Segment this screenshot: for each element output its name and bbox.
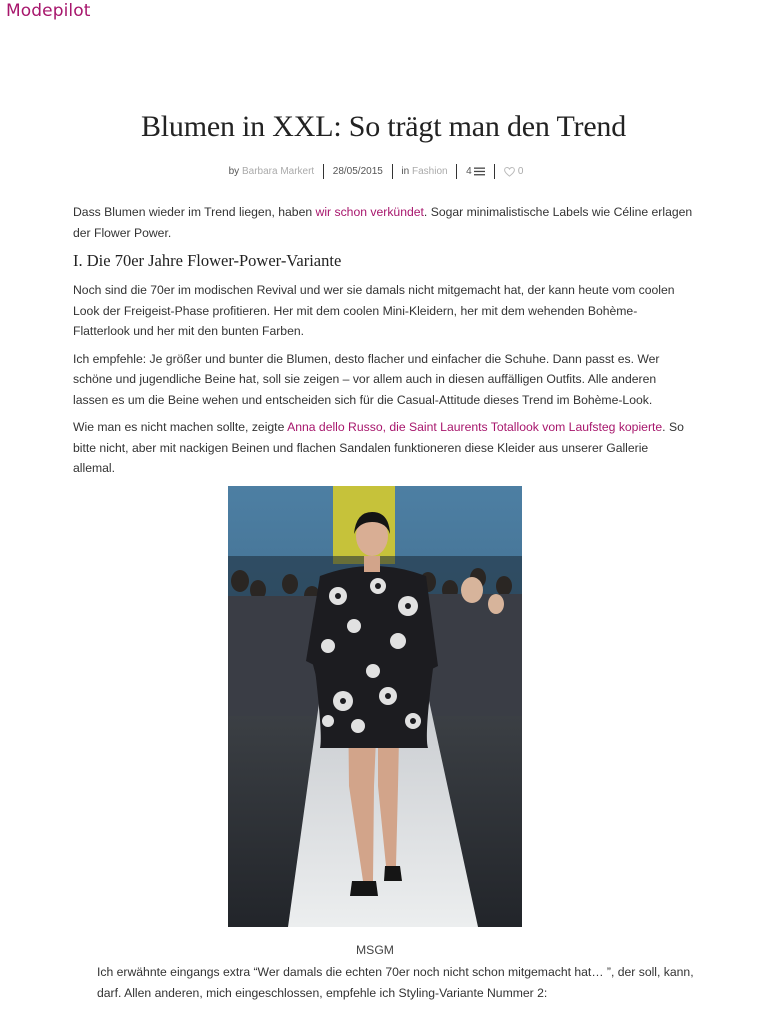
paragraph [73, 417, 693, 479]
intro-text: Dass Blumen wieder im Trend liegen, haben [73, 205, 316, 219]
post-date: 28/05/2015 [332, 166, 383, 178]
meta-divider [456, 164, 457, 179]
in-label: in [401, 166, 410, 178]
article-meta [0, 164, 752, 179]
anna-dello-russo-link[interactable]: Anna dello Russo, die Saint Laurents Totallook vom Laufsteg kopierte [287, 420, 663, 434]
meta-divider [494, 164, 495, 179]
by-label: by [228, 166, 240, 178]
likes-count: 0 [517, 166, 524, 178]
comments-icon [474, 167, 485, 176]
runway-photo[interactable] [228, 486, 522, 927]
like-button[interactable] [504, 166, 523, 177]
author-link[interactable]: Barbara Markert [241, 166, 315, 178]
paragraph-text: Wie man es nicht machen sollte, zeigte [73, 420, 288, 434]
paragraph: Ich empfehle: Je größer und bunter die Blumen, desto flacher und einfacher die Schuhe. Dann passt es. Wer schöne und jugendliche Beine hat, soll sie zeigen – vor allem auch in diesen auffälligen Outfits. Alle anderen lassen es um die Beine wehen und entscheiden sich für die Casual-Attitude dieses Trend im Bohème-Look. [73, 351, 660, 407]
category-link[interactable]: Fashion [411, 166, 448, 178]
site-logo[interactable]: Modepilot [6, 1, 91, 21]
meta-divider [392, 164, 393, 179]
heart-icon [504, 167, 515, 177]
paragraph: Noch sind die 70er im modischen Revival und wer sie damals nicht mitgemacht hat, der kann heute vom coolen Look der Freigeist-Phase profitieren. Her mit dem coolen Mini-Kleidern, her mit dem wehenden Bohème-Flatterlook und her mit den bunten Farben. [73, 283, 675, 338]
paragraph-text-end: . So bitte nicht, aber mit nackigen Beinen und flachen Sandalen funktioneren diese Kleider aus unserer Gallerie allemal. [73, 420, 684, 475]
image-caption: MSGM [356, 943, 394, 957]
after-image-paragraph: Ich erwähnte eingangs extra “Wer damals die echten 70er noch nicht schon mitgemacht hat… ”, der soll, kann, darf. Allen anderen, mich eingeschlossen, empfehle ich Styling-Variante Nummer 2: [97, 965, 694, 1000]
intro-paragraph [73, 202, 693, 243]
article-body [73, 202, 693, 486]
intro-link[interactable]: wir schon verkündet [315, 205, 424, 219]
article-title: Blumen in XXL: So trägt man den Trend [140, 110, 627, 143]
intro-text-end: . Sogar minimalistische Labels wie Céline erlagen der Flower Power. [73, 205, 693, 240]
comments-count: 4 [466, 166, 472, 178]
section-heading: I. Die 70er Jahre Flower-Power-Variante [73, 251, 342, 270]
comments-link[interactable] [466, 166, 488, 177]
meta-divider [323, 164, 324, 179]
